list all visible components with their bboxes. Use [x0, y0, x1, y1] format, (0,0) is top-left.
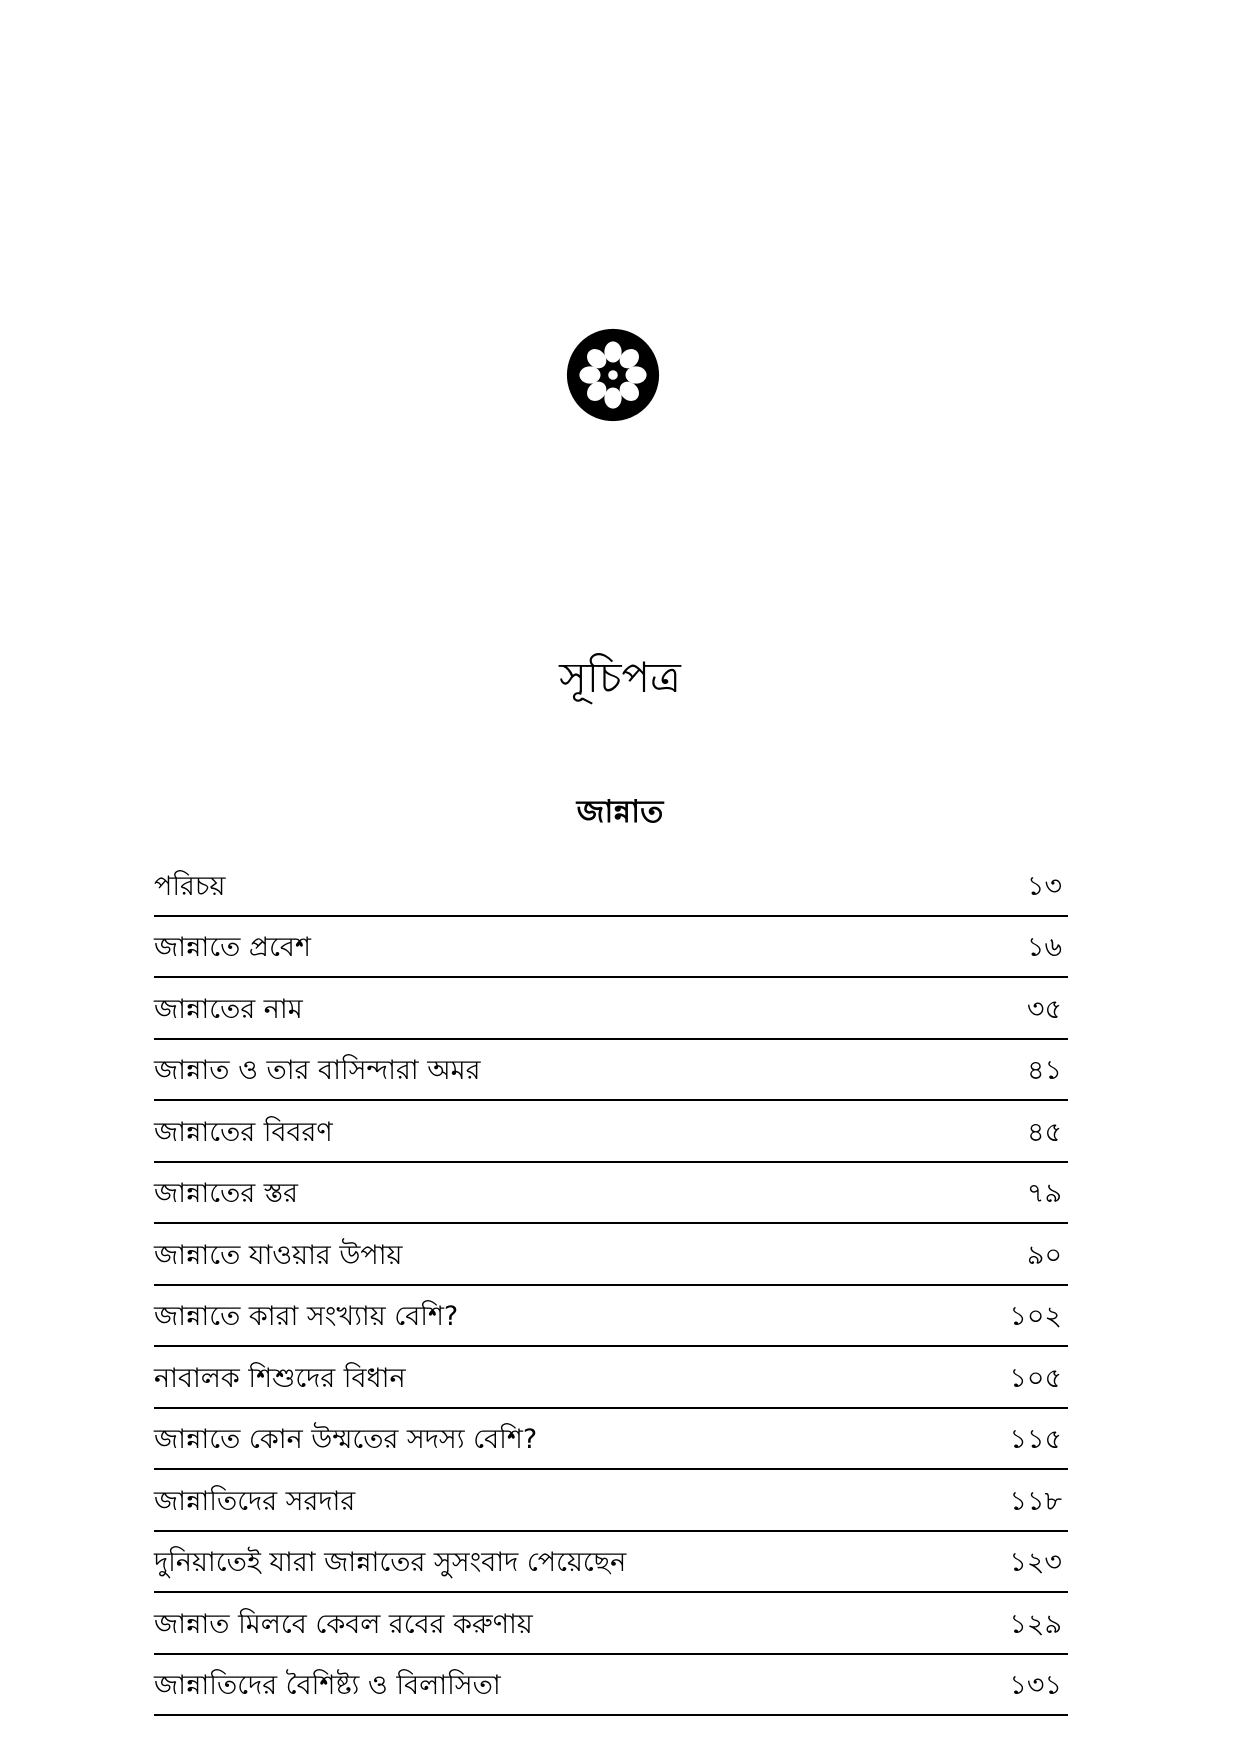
toc-entry-title: জান্নাত ও তার বাসিন্দারা অমর — [154, 1055, 481, 1086]
toc-entry-page: ১৩ — [1026, 870, 1062, 902]
toc-entry-page: ৪৫ — [1026, 1116, 1062, 1148]
table-of-contents — [154, 855, 1068, 1716]
toc-entry-title: জান্নাতের বিবরণ — [154, 1116, 333, 1148]
toc-entry-page: ১১৫ — [1009, 1424, 1062, 1455]
toc-entry[interactable] — [154, 978, 1068, 1040]
toc-entry[interactable] — [154, 1224, 1068, 1286]
toc-entry[interactable] — [154, 1101, 1068, 1163]
toc-entry[interactable] — [154, 917, 1068, 979]
toc-entry[interactable] — [154, 1655, 1068, 1717]
toc-entry-page: ৩৫ — [1026, 993, 1062, 1025]
page-title: সূচিপত্র — [559, 653, 681, 702]
toc-entry[interactable] — [154, 1593, 1068, 1655]
toc-entry[interactable] — [154, 1163, 1068, 1225]
toc-entry-title: জান্নাতের স্তর — [154, 1178, 299, 1209]
toc-entry-title: পরিচয় — [154, 870, 226, 902]
toc-entry[interactable] — [154, 1347, 1068, 1409]
toc-entry-page: ৭৯ — [1026, 1178, 1062, 1209]
toc-entry[interactable] — [154, 1532, 1068, 1594]
toc-entry-page: ৯০ — [1026, 1239, 1062, 1271]
toc-entry-title: নাবালক শিশুদের বিধান — [154, 1362, 406, 1394]
toc-entry-page: ১৬ — [1026, 932, 1062, 963]
toc-entry-title: জান্নাতিদের বৈশিষ্ট্য ও বিলাসিতা — [154, 1670, 501, 1701]
toc-entry-title: জান্নাতিদের সরদার — [154, 1485, 356, 1517]
toc-entry-title: জান্নাত মিলবে কেবল রবের করুণায় — [154, 1608, 533, 1640]
toc-entry-title: জান্নাতে প্রবেশ — [154, 932, 311, 963]
toc-entry-title: জান্নাতে যাওয়ার উপায় — [154, 1239, 403, 1271]
toc-entry-title: জান্নাতের নাম — [154, 993, 303, 1025]
toc-entry[interactable] — [154, 855, 1068, 917]
toc-entry-page: ১০৫ — [1009, 1362, 1062, 1394]
section-title: জান্নাত — [576, 794, 664, 830]
toc-entry[interactable] — [154, 1470, 1068, 1532]
toc-entry-page: ১২৩ — [1009, 1547, 1062, 1578]
toc-entry-page: ৪১ — [1026, 1055, 1062, 1086]
toc-entry[interactable] — [154, 1409, 1068, 1471]
toc-entry-page: ১৩১ — [1009, 1670, 1062, 1701]
toc-entry[interactable] — [154, 1040, 1068, 1102]
toc-entry-page: ১০২ — [1009, 1301, 1062, 1332]
toc-entry-title: জান্নাতে কারা সংখ্যায় বেশি? — [154, 1301, 459, 1332]
toc-entry[interactable] — [154, 1286, 1068, 1348]
toc-entry-page: ১২৯ — [1009, 1608, 1062, 1640]
toc-entry-title: জান্নাতে কোন উম্মতের সদস্য বেশি? — [154, 1424, 538, 1455]
flower-roundel-icon — [565, 327, 661, 423]
toc-entry-title: দুনিয়াতেই যারা জান্নাতের সুসংবাদ পেয়েছেন — [154, 1547, 627, 1578]
toc-entry-page: ১১৮ — [1009, 1485, 1062, 1517]
